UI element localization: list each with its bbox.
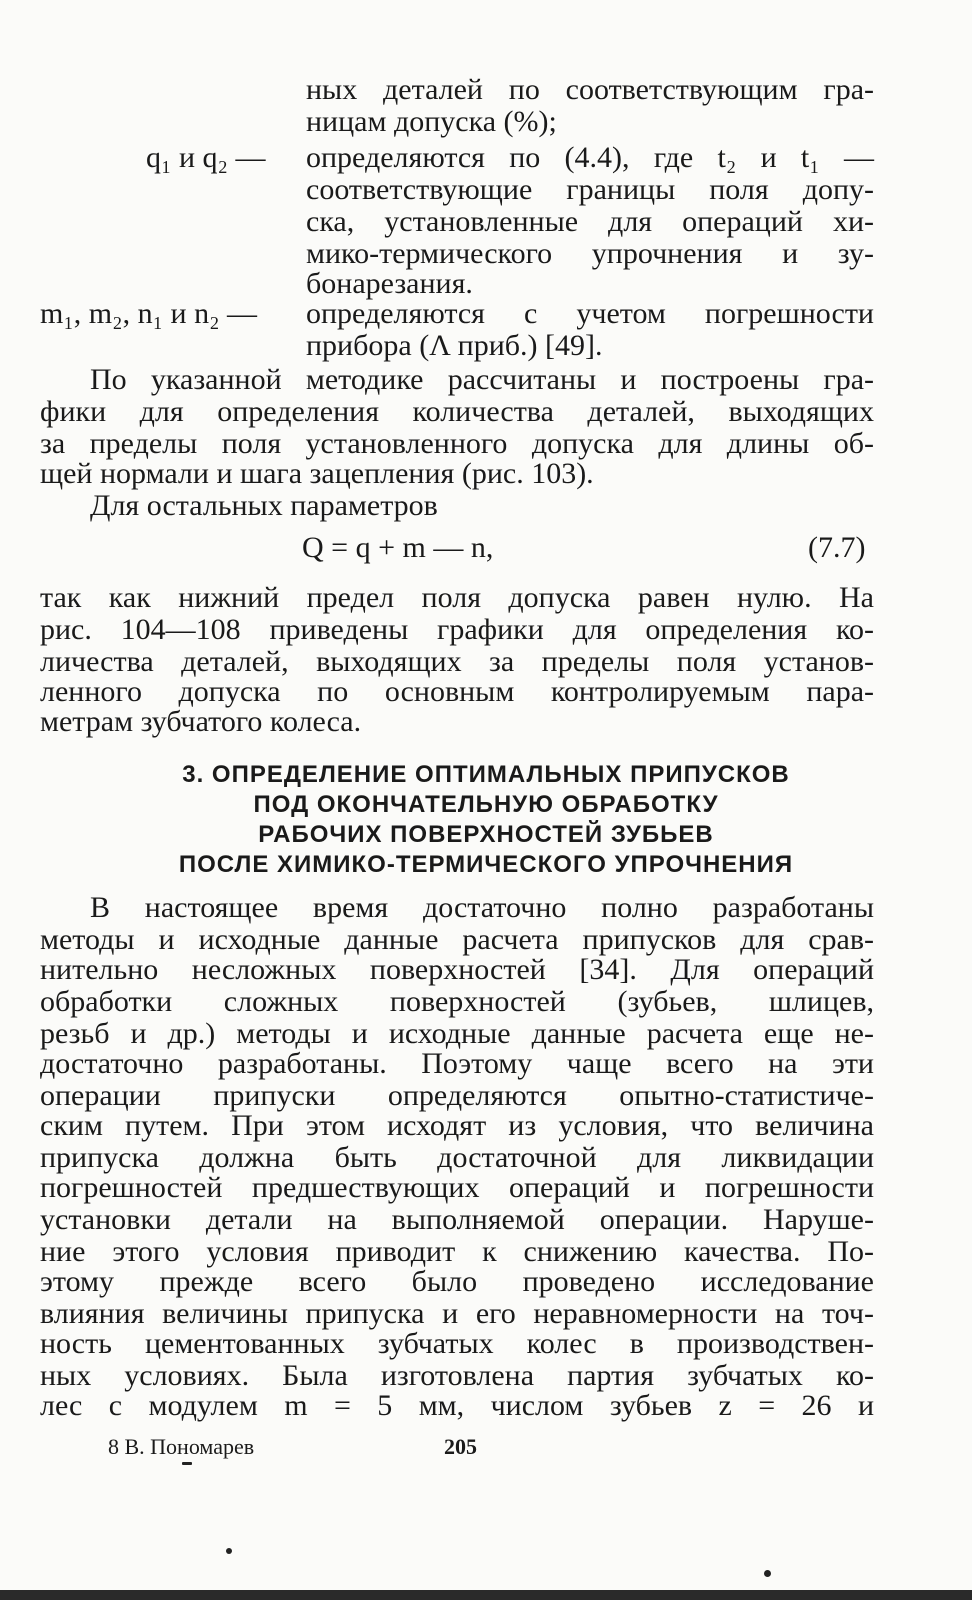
paragraph-line: ных условиях. Была изготовлена партия зубчатых ко- [40, 1359, 874, 1392]
def-text-line: определяются с учетом погрешности [306, 297, 874, 330]
paragraph-line: По указанной методике рассчитаны и построены гра- [90, 363, 874, 396]
def-text-line: ницам допуска (%); [306, 105, 557, 138]
paragraph-line: нительно несложных поверхностей [34]. Для операций [40, 953, 874, 986]
paragraph-line: В настоящее время достаточно полно разработаны [90, 891, 874, 924]
def-text-line: прибора (Λ приб.) [49]. [306, 329, 603, 362]
paragraph-line: достаточно разработаны. Поэтому чаще всего на эти [40, 1047, 874, 1080]
paragraph-line: операции припуски определяются опытно-статистиче- [40, 1079, 874, 1112]
paragraph-line: ским путем. При этом исходят из условия, что величина [40, 1109, 874, 1142]
scan-speck [182, 1462, 192, 1465]
def-text-line: мико-термического упрочнения и зу- [306, 237, 874, 270]
paragraph-line: обработки сложных поверхностей (зубьев, шлицев, [40, 985, 874, 1018]
paragraph-line: установки детали на выполняемой операции. Наруше- [40, 1203, 874, 1236]
paragraph-line: фики для определения количества деталей, выходящих [40, 395, 874, 428]
paragraph-line: влияния величины припуска и его неравномерности на точ- [40, 1297, 874, 1330]
formula: Q = q + m — n, [302, 531, 494, 564]
section-heading: ПОД ОКОНЧАТЕЛЬНУЮ ОБРАБОТКУ [253, 791, 719, 818]
paragraph-line: резьб и др.) методы и исходные данные расчета еще не- [40, 1017, 874, 1050]
page-number: 205 [444, 1434, 477, 1459]
paragraph-line: так как нижний предел поля допуска равен нулю. На [40, 581, 874, 614]
paragraph-line: ние этого условия приводит к снижению качества. По- [40, 1235, 874, 1268]
paragraph-line: Для остальных параметров [90, 489, 438, 522]
scan-speck [764, 1570, 771, 1577]
scan-speck [226, 1548, 232, 1554]
paragraph-line: личества деталей, выходящих за пределы поля установ- [40, 645, 874, 678]
def-text-line: определяются по (4.4), где t₂ и t₁ — [306, 141, 874, 174]
printer-signature: 8 В. Пономарев [108, 1434, 255, 1459]
section-heading: 3. ОПРЕДЕЛЕНИЕ ОПТИМАЛЬНЫХ ПРИПУСКОВ [182, 761, 790, 788]
paragraph-line: методы и исходные данные расчета припусков для срав- [40, 923, 874, 956]
paragraph-line: за пределы поля установленного допуска для длины об- [40, 427, 874, 460]
paragraph-line: этому прежде всего было проведено исследование [40, 1265, 874, 1298]
section-heading: ПОСЛЕ ХИМИКО-ТЕРМИЧЕСКОГО УПРОЧНЕНИЯ [178, 851, 794, 878]
paragraph-line: припуска должна быть достаточной для ликвидации [40, 1141, 874, 1174]
def-text-line: ска, установленные для операций хи- [306, 205, 874, 238]
def-text-line: соответствующие границы поля допу- [306, 173, 874, 206]
paragraph-line: ность цементованных зубчатых колес в производствен- [40, 1327, 874, 1360]
scan-edge-rule [0, 1590, 972, 1600]
paragraph-line: рис. 104—108 приведены графики для определения ко- [40, 613, 874, 646]
paragraph-line: метрам зубчатого колеса. [40, 705, 362, 738]
equation-number: (7.7) [808, 531, 866, 564]
def-text-line: ных деталей по соответствующим гра- [306, 73, 874, 106]
section-heading: РАБОЧИХ ПОВЕРХНОСТЕЙ ЗУБЬЕВ [258, 821, 714, 848]
paragraph-line: погрешностей предшествующих операций и погрешности [40, 1171, 874, 1204]
paragraph-line: лес с модулем m = 5 мм, числом зубьев z = 26 и [40, 1389, 874, 1422]
paragraph-line: ленного допуска по основным контролируемым пара- [40, 675, 874, 708]
def-term: q₁ и q₂ — [146, 141, 266, 174]
def-text-line: бонарезания. [306, 267, 473, 300]
paragraph-line: щей нормали и шага зацепления (рис. 103). [40, 457, 594, 490]
def-term: m₁, m₂, n₁ и n₂ — [40, 297, 258, 330]
